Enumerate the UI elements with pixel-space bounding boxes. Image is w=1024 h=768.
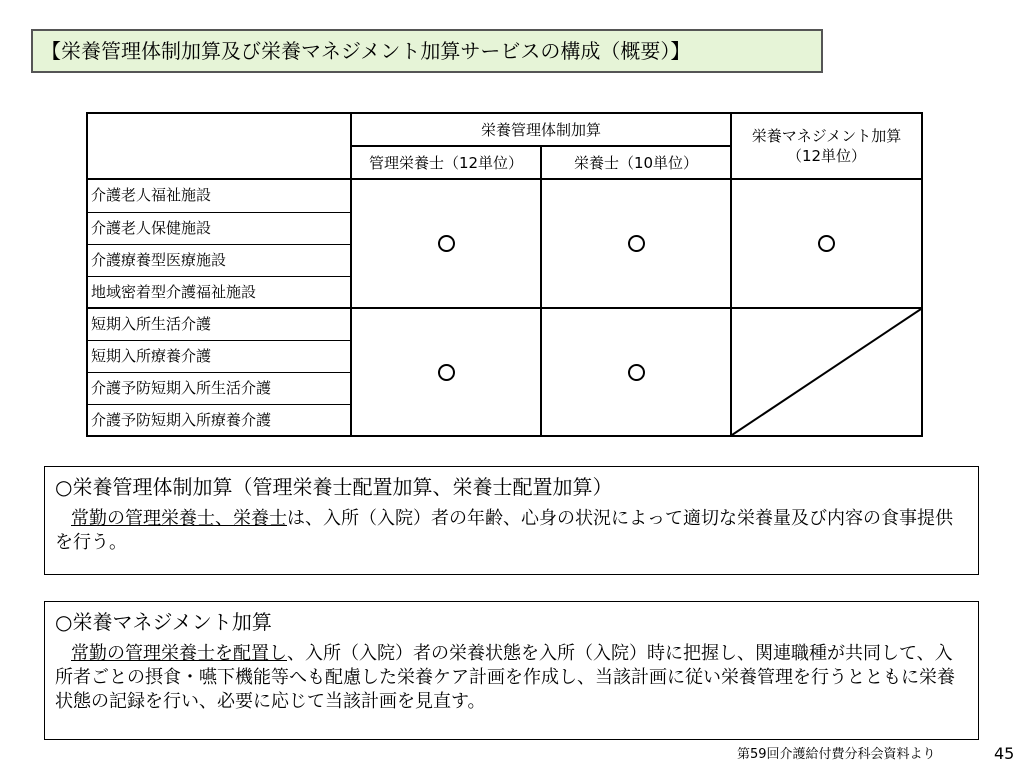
group1-management-mark [732, 180, 923, 309]
note-nutrition-management [44, 601, 979, 740]
note-text [55, 642, 968, 714]
group1-dietitian-mark [352, 180, 542, 309]
table-corner-cell [88, 114, 352, 180]
diagonal-slash-icon [732, 309, 921, 435]
header-nutrition-management [732, 114, 923, 180]
row-label: 介護老人保健施設 [88, 213, 352, 245]
row-label: 介護予防短期入所療養介護 [88, 405, 352, 437]
circle-mark-icon [438, 364, 455, 381]
circle-mark-icon [628, 235, 645, 252]
row-label: 地域密着型介護福祉施設 [88, 277, 352, 309]
note-text [55, 507, 968, 555]
note-underlined-text: 常勤の管理栄養士を配置し [71, 643, 287, 664]
source-citation: 第59回介護給付費分科会資料より [737, 747, 936, 762]
header-nutrition-management-line2: （12単位） [786, 147, 867, 165]
header-nutrition-management-line1: 栄養マネジメント加算 [751, 127, 902, 145]
row-label: 介護老人福祉施設 [88, 180, 352, 213]
group1-nutritionist-mark [542, 180, 732, 309]
row-label: 短期入所生活介護 [88, 309, 352, 341]
circle-mark-icon [818, 235, 835, 252]
note-heading: ○栄養マネジメント加算 [55, 610, 272, 634]
group2-management-not-applicable [732, 309, 923, 437]
service-table [86, 112, 923, 437]
header-dietitian: 栄養士（10単位） [542, 147, 732, 180]
page-number: 45 [994, 744, 1015, 763]
group2-nutritionist-mark [542, 309, 732, 437]
note-body-text: 、入所（入院）者の栄養状態を入所（入院）時に把握し、関連職種が共同して、入所者ごとの摂食・嚥下機能等へも配慮した栄養ケア計画を作成し、当該計画に従い栄養管理を行うとともに栄養状態の記録を行い、必要に応じて当該計画を見直す。 [55, 643, 955, 712]
circle-mark-icon [438, 235, 455, 252]
note-heading: ○栄養管理体制加算（管理栄養士配置加算、栄養士配置加算） [55, 475, 613, 499]
circle-mark-icon [628, 364, 645, 381]
page-title: 【栄養管理体制加算及び栄養マネジメント加算サービスの構成（概要）】 [31, 29, 823, 73]
group2-dietitian-mark [352, 309, 542, 437]
row-label: 短期入所療養介護 [88, 341, 352, 373]
note-nutrition-system [44, 466, 979, 575]
row-label: 介護療養型医療施設 [88, 245, 352, 277]
header-registered-dietitian: 管理栄養士（12単位） [352, 147, 542, 180]
header-nutrition-system: 栄養管理体制加算 [352, 114, 732, 147]
note-body-text: は、入所（入院）者の年齢、心身の状況によって適切な栄養量及び内容の食事提供を行う。 [55, 508, 953, 553]
note-underlined-text: 常勤の管理栄養士、栄養士 [71, 508, 287, 529]
row-label: 介護予防短期入所生活介護 [88, 373, 352, 405]
